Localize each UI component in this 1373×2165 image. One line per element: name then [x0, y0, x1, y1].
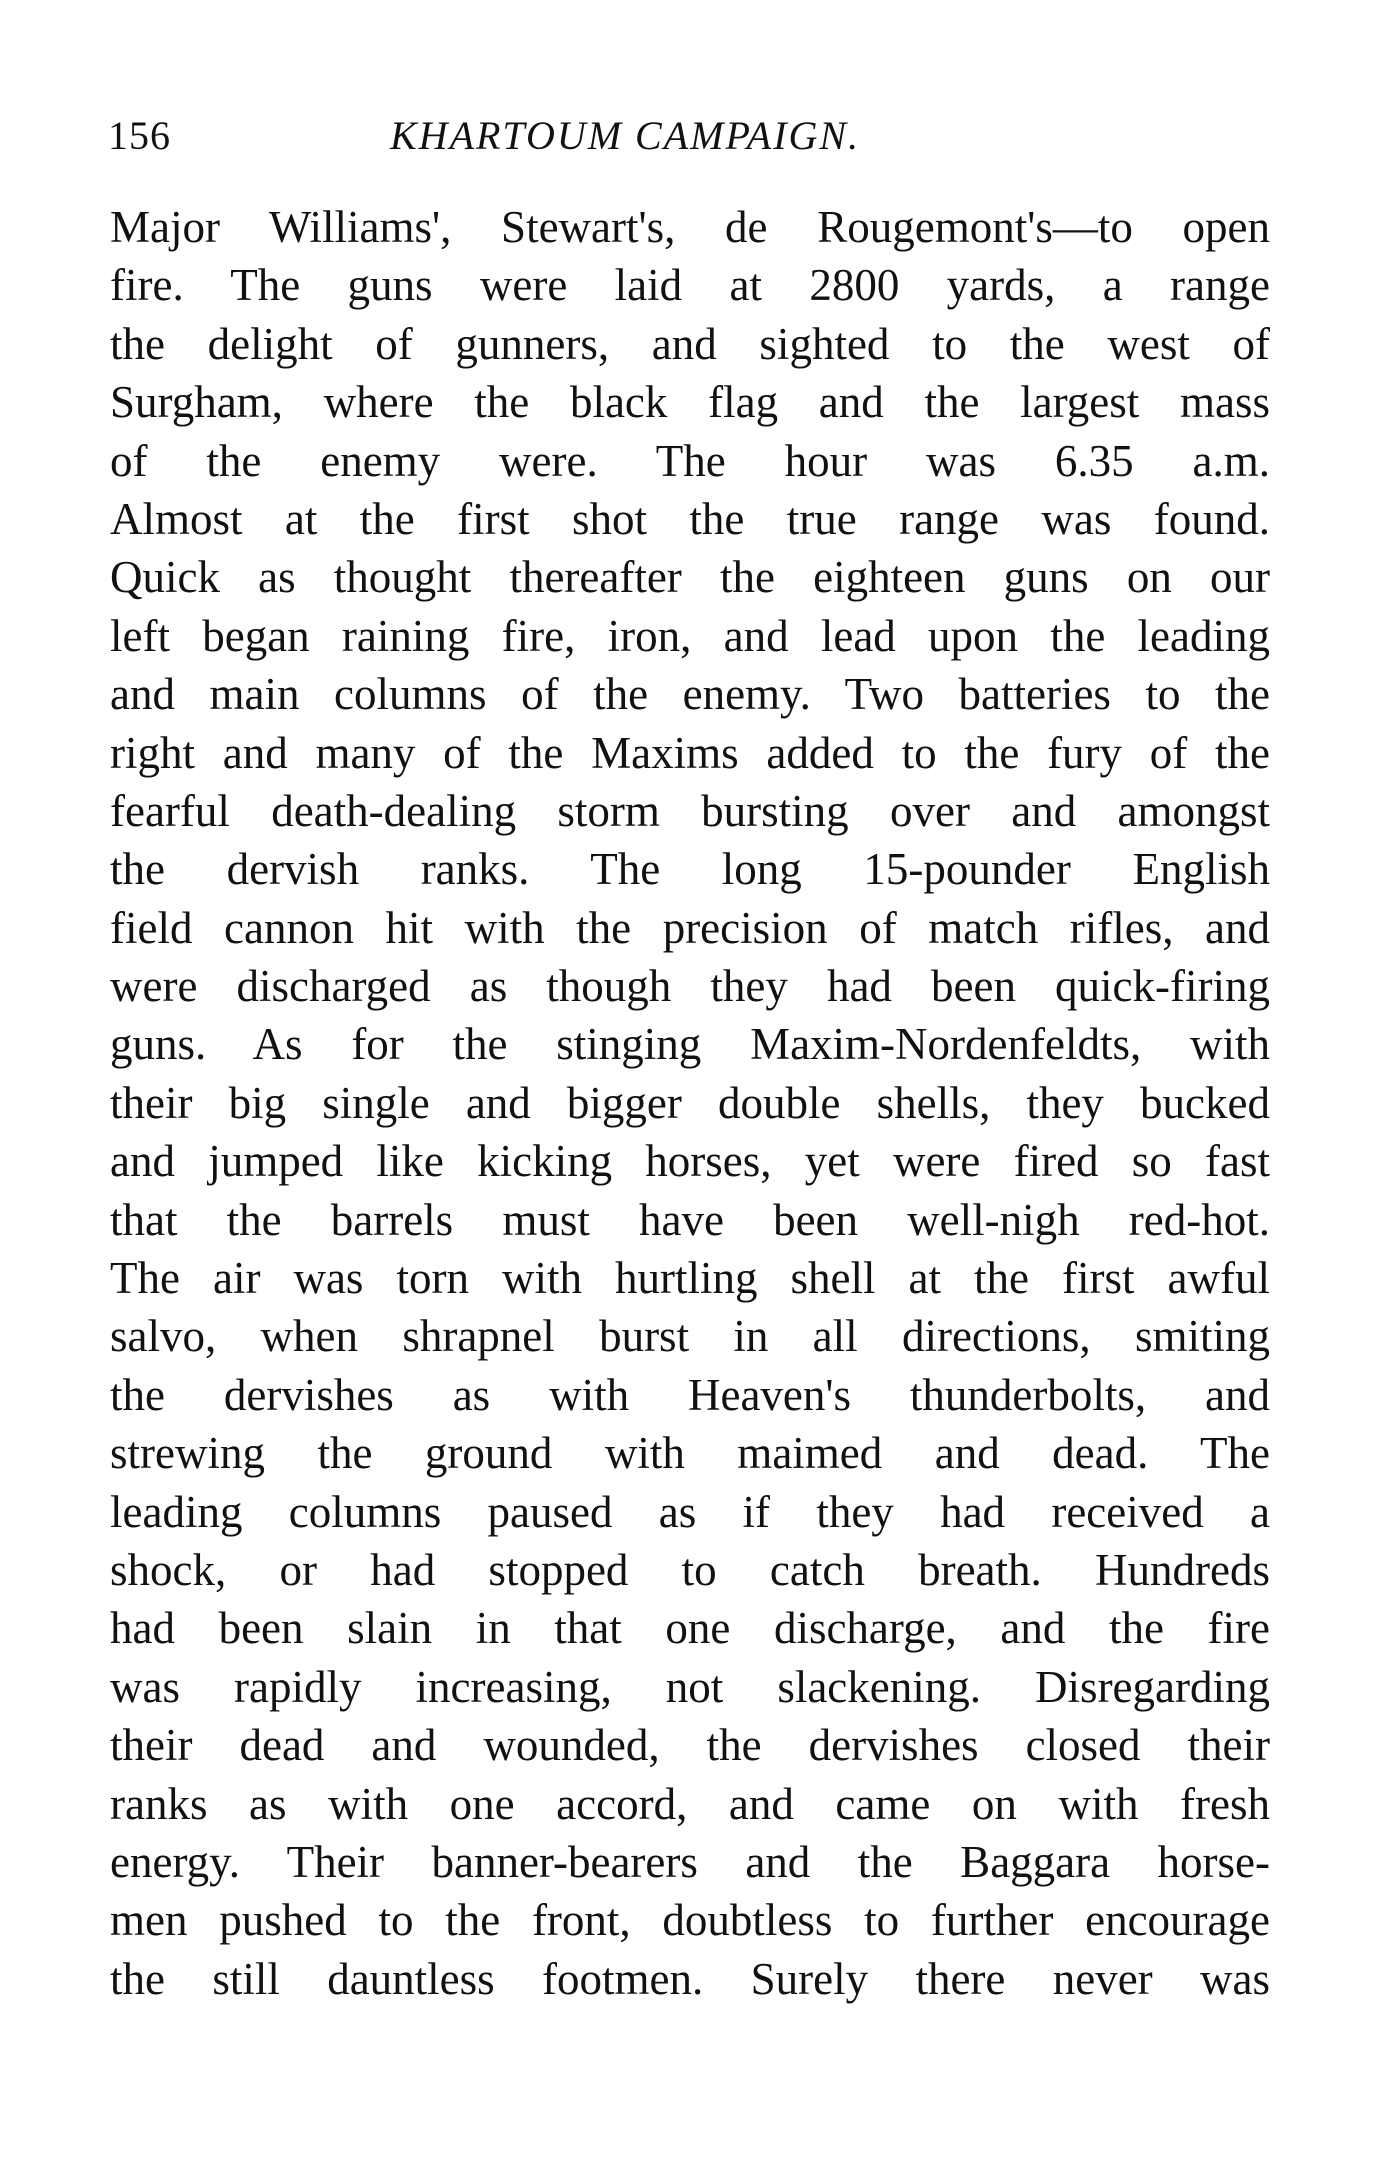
text-line: ranks as with one accord, and came on with fresh	[110, 1778, 1270, 1829]
text-line: and jumped like kicking horses, yet were fired so fast	[110, 1136, 1270, 1187]
text-line: right and many of the Maxims added to the fury of the	[110, 727, 1270, 778]
text-line: was rapidly increasing, not slackening. Disregarding	[110, 1661, 1270, 1712]
text-line: The air was torn with hurtling shell at the first awful	[110, 1253, 1270, 1304]
text-line: strewing the ground with maimed and dead. The	[110, 1428, 1270, 1479]
text-line: the dervishes as with Heaven's thunderbolts, and	[110, 1369, 1270, 1420]
text-line: fearful death-dealing storm bursting over and amongst	[110, 785, 1270, 836]
text-line: the delight of gunners, and sighted to the west of	[110, 318, 1270, 369]
text-line: their dead and wounded, the dervishes closed their	[110, 1720, 1270, 1771]
running-title: KHARTOUM CAMPAIGN.	[390, 113, 861, 158]
text-line: Quick as thought thereafter the eighteen guns on our	[110, 552, 1270, 603]
text-line: their big single and bigger double shells, they bucked	[110, 1077, 1270, 1128]
text-line: were discharged as though they had been quick-firing	[110, 961, 1270, 1012]
text-line: field cannon hit with the precision of match rifles, and	[110, 902, 1270, 953]
text-line: Surgham, where the black flag and the largest mass	[110, 377, 1270, 428]
text-line: had been slain in that one discharge, and the fire	[110, 1603, 1270, 1654]
text-line: fire. The guns were laid at 2800 yards, a range	[110, 260, 1270, 311]
text-line: the dervish ranks. The long 15-pounder English	[110, 844, 1270, 895]
text-line: guns. As for the stinging Maxim-Nordenfeldts, with	[110, 1019, 1270, 1070]
text-line: the still dauntless footmen. Surely there never was	[110, 1953, 1270, 2004]
text-line: left began raining fire, iron, and lead upon the leading	[110, 610, 1270, 661]
page-number: 156	[108, 113, 171, 158]
text-line: salvo, when shrapnel burst in all directions, smiting	[110, 1311, 1270, 1362]
body-text	[110, 198, 1270, 2008]
text-line: Major Williams', Stewart's, de Rougemont's—to open	[110, 202, 1270, 252]
text-line: men pushed to the front, doubtless to further encourage	[110, 1895, 1270, 1946]
running-head	[108, 112, 1268, 172]
text-line: leading columns paused as if they had received a	[110, 1486, 1270, 1537]
text-line: that the barrels must have been well-nigh red-hot.	[110, 1194, 1270, 1245]
text-line: shock, or had stopped to catch breath. Hundreds	[110, 1544, 1270, 1595]
text-line: and main columns of the enemy. Two batteries to the	[110, 669, 1270, 720]
text-line: Almost at the first shot the true range was found.	[110, 493, 1270, 544]
text-line: of the enemy were. The hour was 6.35 a.m.	[110, 435, 1270, 486]
text-line: energy. Their banner-bearers and the Baggara horse-	[110, 1836, 1270, 1887]
